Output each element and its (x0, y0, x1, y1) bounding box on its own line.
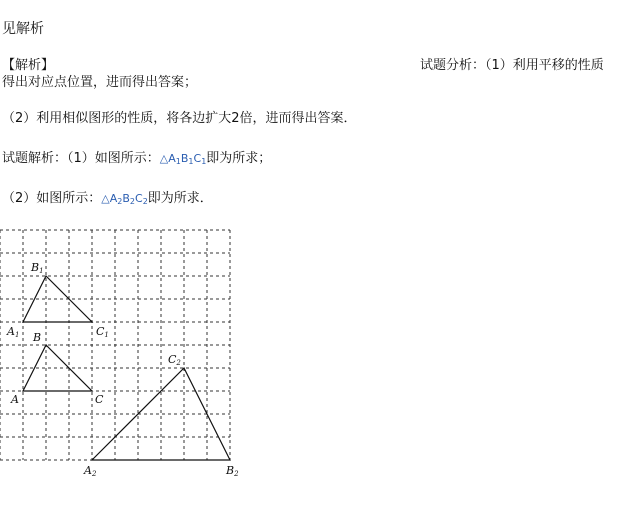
solution-1-prefix: 试题解析：（1）如图所示： (2, 151, 160, 166)
solution-part-2 (2, 191, 213, 210)
analysis-intro: 试题分析：（1）利用平移的性质 (420, 58, 604, 73)
triangle-a1b1c1 (23, 276, 92, 322)
solution-2-prefix: （2）如图所示： (2, 191, 102, 206)
vertex-c-sub: 1 (201, 157, 207, 166)
triangle-abc-shape (23, 345, 92, 391)
vertex-b-sub: 1 (188, 157, 194, 166)
vertex-b: B (180, 152, 189, 165)
label-c2: C2 (168, 353, 181, 367)
triangle-sign: △ (101, 192, 110, 205)
grid-figure (0, 228, 260, 488)
solution-1-suffix: 即为所求； (206, 151, 272, 166)
label-c1: C1 (96, 325, 109, 339)
triangle-a1b1c1-shape (23, 276, 92, 322)
triangle-symbol (160, 152, 207, 165)
label-c: C (95, 393, 104, 406)
label-b2: B2 (226, 464, 239, 478)
vertex-c: C (193, 152, 202, 165)
vertex-b: B (122, 192, 130, 205)
label-a: A (11, 393, 19, 406)
triangle-symbol (101, 192, 148, 205)
analysis-line-2: （2）利用相似图形的性质，将各边扩大2倍，进而得出答案． (2, 111, 357, 126)
analysis-line-1: 得出对应点位置，进而得出答案； (2, 75, 198, 90)
label-a2: A2 (84, 464, 97, 478)
vertex-a: A (109, 192, 118, 205)
triangle-abc (23, 345, 92, 391)
label-b1: B1 (31, 261, 44, 275)
answer-heading: 见解析 (2, 21, 44, 37)
solution-part-1 (2, 151, 271, 170)
vertex-a: A (168, 152, 176, 165)
label-a1: A1 (7, 325, 20, 339)
vertex-c-sub: 2 (142, 197, 148, 206)
analysis-tag: 【解析】 (2, 58, 55, 73)
vertex-a-sub: 2 (117, 197, 123, 206)
vertex-b-sub: 2 (129, 197, 136, 206)
triangle-sign: △ (159, 152, 169, 165)
solution-2-suffix: 即为所求． (147, 191, 213, 206)
vertex-a-sub: 1 (175, 157, 181, 166)
label-b: B (33, 331, 42, 344)
vertex-c: C (135, 192, 143, 205)
